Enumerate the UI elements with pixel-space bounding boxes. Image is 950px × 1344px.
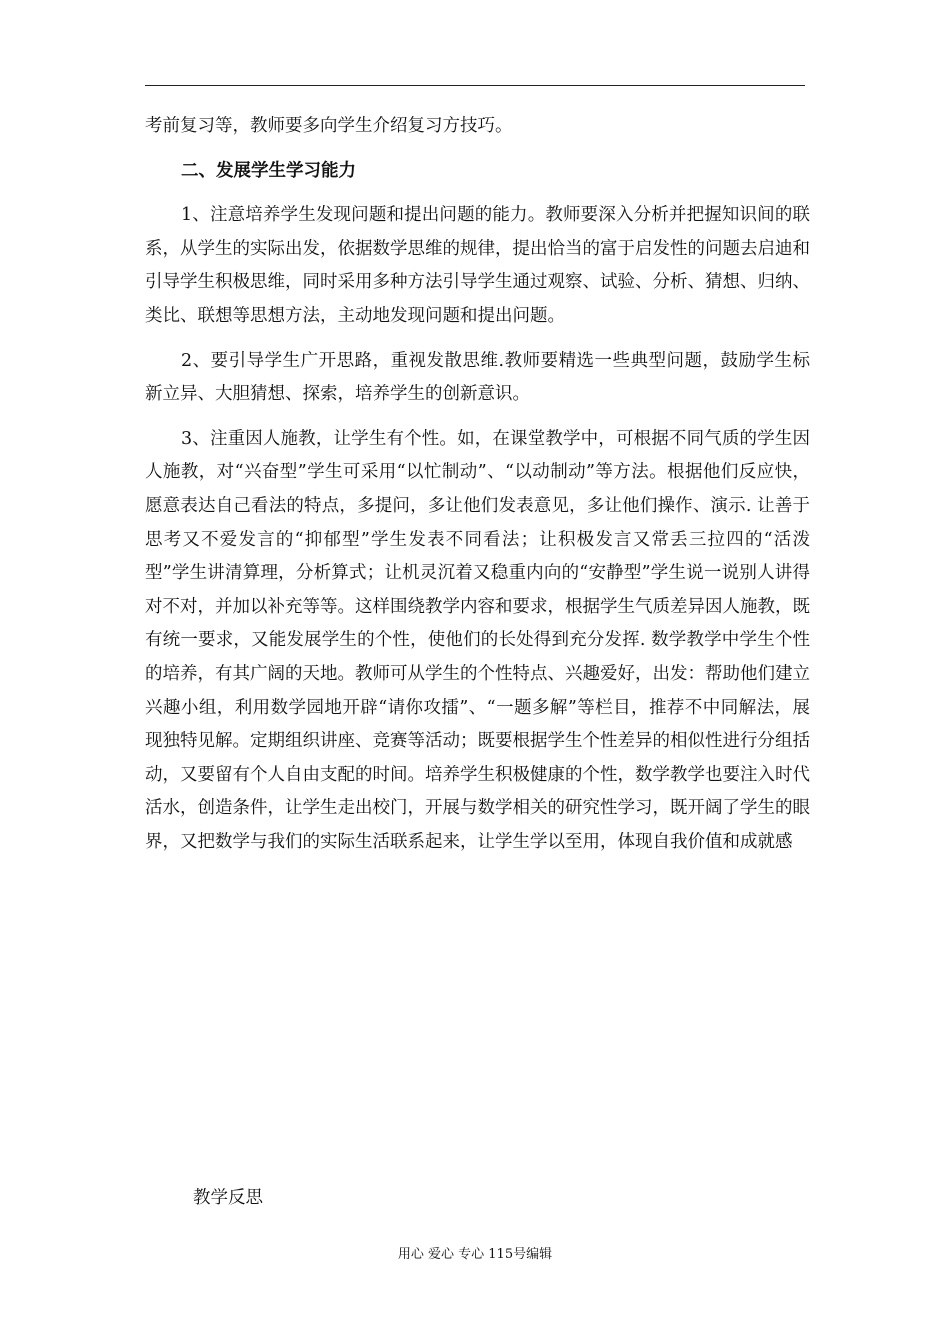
paragraph-item-3: 3、注重因人施教，让学生有个性。如，在课堂教学中，可根据不同气质的学生因人施教，对“兴奋型”学生可采用“以忙制动”、“以动制动”等方法。根据他们反应快，愿意表达自己看法的特点，多提问，多让他们发表意见，多让他们操作、演示. 让善于思考又不爱发言的“抑郁型”学生发表不同看法；让积极发言又常丢三拉四的“活泼型”学生讲清算理，分析算式；让机灵沉着又稳重内向的“安静型”学生说一说别人讲得对不对，并加以补充等等。这样围绕教学内容和要求，根据学生气质差异因人施教，既有统一要求，又能发展学生的个性，使他们的长处得到充分发挥. 数学教学中学生个性的培养，有其广阔的天地。教师可从学生的个性特点、兴趣爱好，出发：帮助他们建立兴趣小组，利用数学园地开辟“请你攻擂”、“一题多解”等栏目，推荐不中同解法，展现独特见解。定期组织讲座、竞赛等活动；既要根据学生个性差异的相似性进行分组括动，又要留有个人自由支配的时间。培养学生积极健康的个性，数学教学也要注入时代活水，创造条件，让学生走出校门，开展与数学相关的研究性学习，既开阔了学生的眼界，又把数学与我们的实际生活联系起来，让学生学以至用，体现自我价值和成就感	[145, 428, 810, 852]
section-heading: 二、发展学生学习能力	[181, 160, 356, 181]
page-footer: 用心 爱心 专心 115号编辑	[397, 1247, 553, 1262]
reflection-label: 教学反思	[193, 1188, 263, 1208]
paragraph-item-2: 2、要引导学生广开思路，重视发散思维.教师要精选一些典型问题，鼓励学生标新立异、大胆猜想、探索，培养学生的创新意识。	[145, 350, 810, 405]
paragraph-continuation: 考前复习等，教师要多向学生介绍复习方技巧。	[145, 116, 513, 136]
paragraph-item-1: 1、注意培养学生发现问题和提出问题的能力。教师要深入分析并把握知识间的联系，从学生的实际出发，依据数学思维的规律，提出恰当的富于启发性的问题去启迪和引导学生积极思维，同时采用多种方法引导学生通过观察、试验、分析、猜想、归纳、类比、联想等思想方法，主动地发现问题和提出问题。	[145, 205, 810, 326]
document-body	[145, 110, 810, 859]
header-rule	[145, 85, 805, 86]
